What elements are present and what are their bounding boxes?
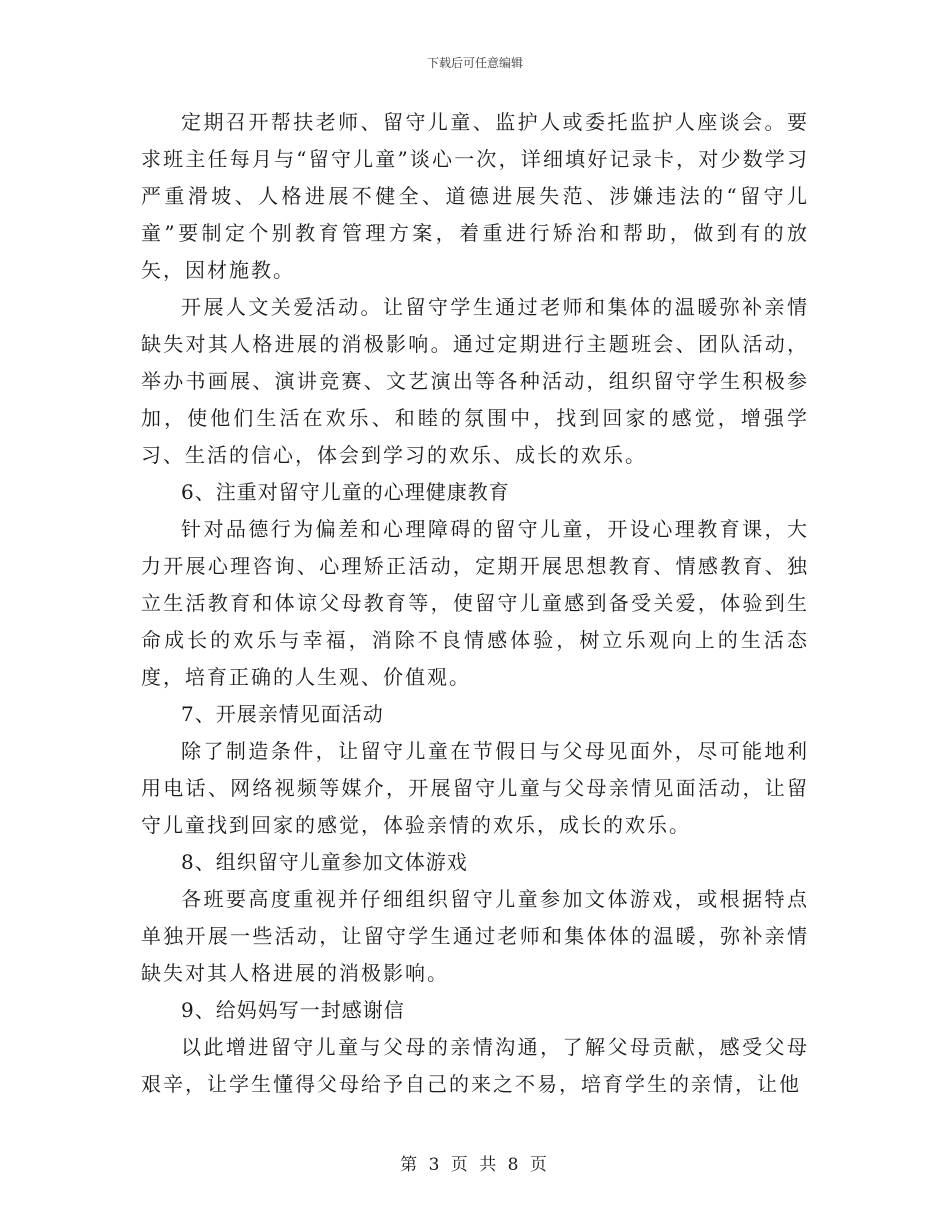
paragraph-thank-you-letter: 以此增进留守儿童与父母的亲情沟通，了解父母贡献，感受父母艰辛，让学生懂得父母给予自己的来之不易，培育学生的亲情，让他 [141,1035,809,1096]
document-body [141,104,809,1103]
paragraph-symposium: 定期召开帮扶老师、留守儿童、监护人或委托监护人座谈会。要求班主任每月与“留守儿童”谈心一次，详细填好记录卡，对少数学习严重滑坡、人格进展不健全、道德进展失范、涉嫌违法的“留守儿童”要制定个别教育管理方案，着重进行矫治和帮助，做到有的放矢，因材施教。 [141,110,809,282]
section-heading-9: 9、给妈妈写一封感谢信 [181,998,405,1022]
paragraph-family-meeting: 除了制造条件，让留守儿童在节假日与父母见面外，尽可能地利用电话、网络视频等媒介，开展留守儿童与父母亲情见面活动，让留守儿童找到回家的感觉，体验亲情的欢乐，成长的欢乐。 [141,739,809,837]
section-heading-6: 6、注重对留守儿童的心理健康教育 [181,480,510,504]
paragraph-sports-games: 各班要高度重视并仔细组织留守儿童参加文体游戏，或根据特点单独开展一些活动，让留守学生通过老师和集体体的温暖，弥补亲情缺失对其人格进展的消极影响。 [141,887,809,985]
page-number: 第 3 页 共 8 页 [400,1155,550,1175]
paragraph-mental-health: 针对品德行为偏差和心理障碍的留守儿童，开设心理教育课，大力开展心理咨询、心理矫正活动，定期开展思想教育、情感教育、独立生活教育和体谅父母教育等，使留守儿童感到备受关爱，体验到生命成长的欢乐与幸福，消除不良情感体验，树立乐观向上的生活态度，培育正确的人生观、价值观。 [141,517,809,689]
paragraph-humanistic-care: 开展人文关爱活动。让留守学生通过老师和集体的温暖弥补亲情缺失对其人格进展的消极影响。通过定期进行主题班会、团队活动，举办书画展、演讲竞赛、文艺演出等各种活动，组织留守学生积极参加，使他们生活在欢乐、和睦的氛围中，找到回家的感觉，增强学习、生活的信心，体会到学习的欢乐、成长的欢乐。 [141,295,809,467]
section-heading-8: 8、组织留守儿童参加文体游戏 [181,850,468,874]
section-heading-7: 7、开展亲情见面活动 [181,702,384,726]
page-header: 下载后可任意编辑 [426,56,523,70]
